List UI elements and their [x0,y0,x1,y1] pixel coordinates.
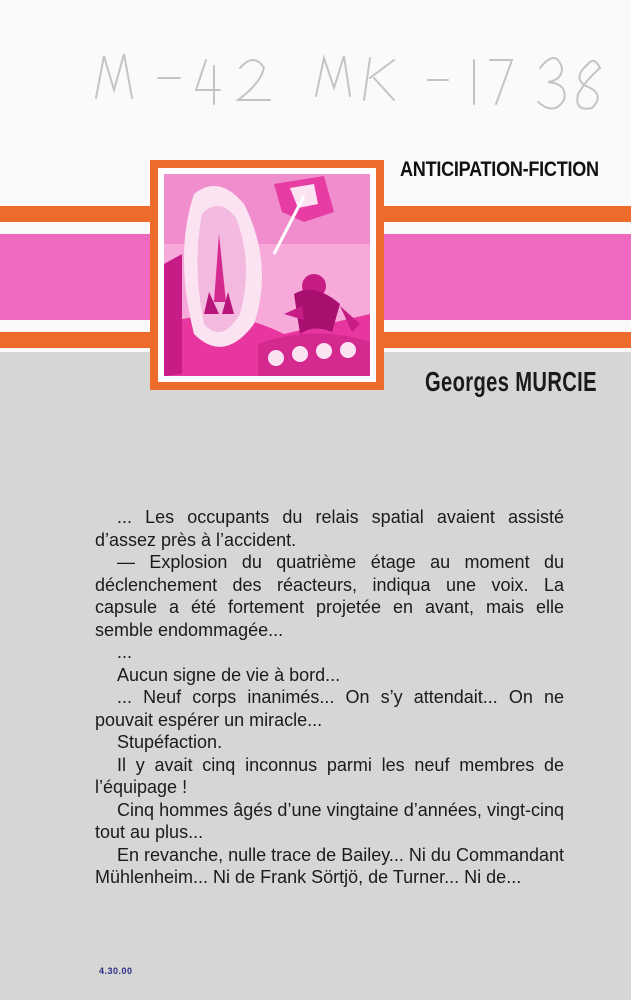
blurb-paragraph: — Explosion du quatrième étage au moment du déclenchement des réacteurs, indiqua une voix. La capsule a été fortement projetée en avant, mais elle semble endommagée... [95,552,564,640]
author-name: Georges MURCIE [425,366,597,397]
series-title: ANTICIPATION-FICTION [400,158,599,181]
price-code: 4.30.00 [99,966,133,976]
cover-illustration [158,168,376,382]
blurb-paragraph: Il y avait cinq inconnus parmi les neuf membres de l’équipage ! [95,754,564,797]
blurb-paragraph: ... Les occupants du relais spatial avaient assisté d’assez près à l’accident. [95,507,564,550]
cover-illustration-frame [150,160,384,390]
blurb-paragraph: ... [117,642,133,662]
spaceship-illustration-image [164,174,370,376]
blurb-paragraph: ... Neuf corps inanimés... On s’y attendait... On ne pouvait espérer un miracle... [95,687,564,730]
blurb-paragraph: Aucun signe de vie à bord... [117,664,341,685]
blurb-text [95,506,564,889]
handwritten-pencil-note [88,38,628,118]
blurb-paragraph: Cinq hommes âgés d’une vingtaine d’années, vingt-cinq tout au plus... [95,799,564,842]
blurb-paragraph: Stupéfaction. [117,732,223,752]
blurb-paragraph: En revanche, nulle trace de Bailey... Ni du Commandant Mühlenheim... Ni de Frank Sörtjö, de Turner... Ni de... [95,844,564,887]
